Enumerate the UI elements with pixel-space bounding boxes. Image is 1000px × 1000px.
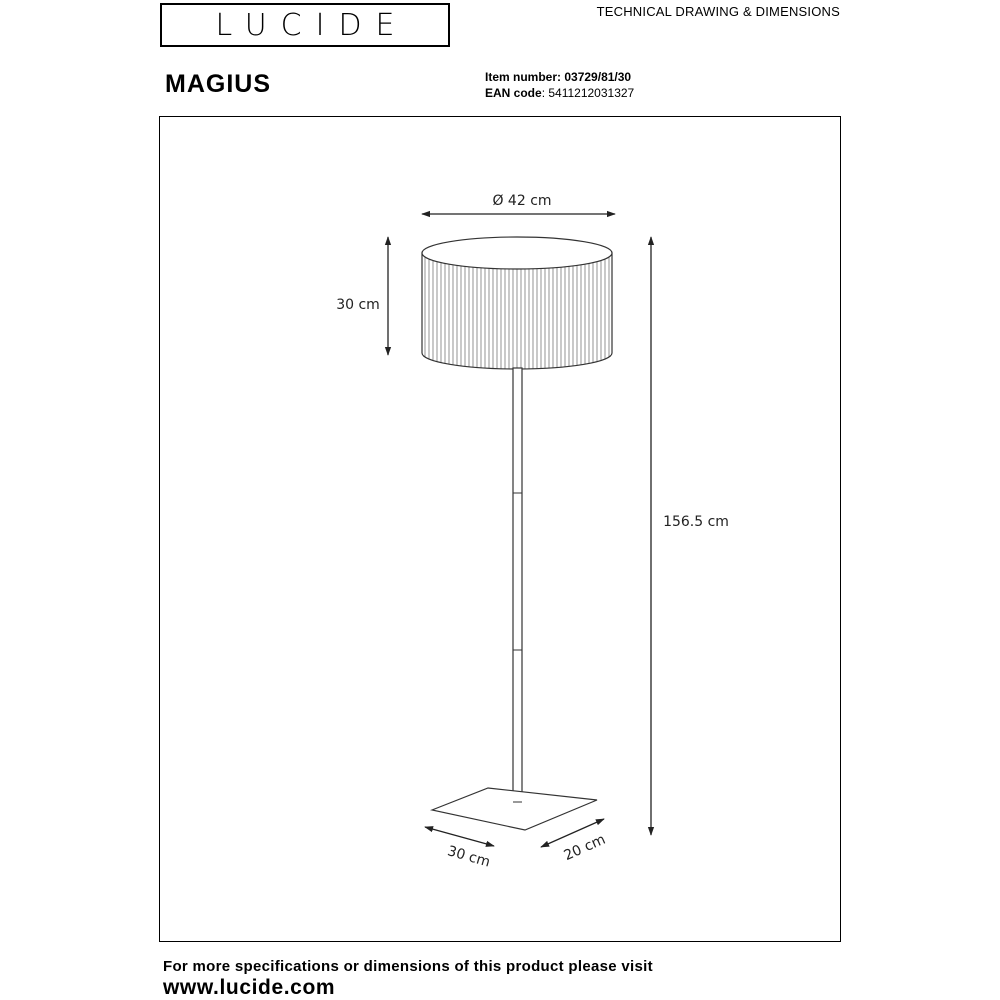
total-height-label: 156.5 cm (663, 514, 729, 530)
lamp-base (432, 788, 597, 830)
shade-height-label: 30 cm (336, 297, 380, 313)
base-length-label: 30 cm (445, 843, 492, 871)
item-number-label: Item number (485, 70, 558, 84)
ean-code-label: EAN code (485, 86, 542, 100)
ean-code-value: 5411212031327 (548, 86, 635, 100)
shade-diameter-label: Ø 42 cm (492, 193, 552, 209)
base-length-dimension-line (425, 827, 494, 846)
item-number-value: 03729/81/30 (564, 70, 632, 84)
ean-code-line: EAN code: 5411212031327 (485, 86, 635, 100)
brand-logo-text: LUCIDE (215, 8, 409, 43)
lamp-shade (422, 237, 612, 369)
item-number-line: Item number: 03729/81/30 (485, 70, 632, 84)
document-type-label: TECHNICAL DRAWING & DIMENSIONS (596, 4, 840, 19)
lamp-pole (513, 368, 522, 808)
base-width-label: 20 cm (561, 831, 608, 865)
footer-website-link[interactable]: www.lucide.com (163, 976, 336, 999)
product-name: MAGIUS (165, 70, 271, 98)
footer-note: For more specifications or dimensions of this product please visit (163, 958, 653, 975)
